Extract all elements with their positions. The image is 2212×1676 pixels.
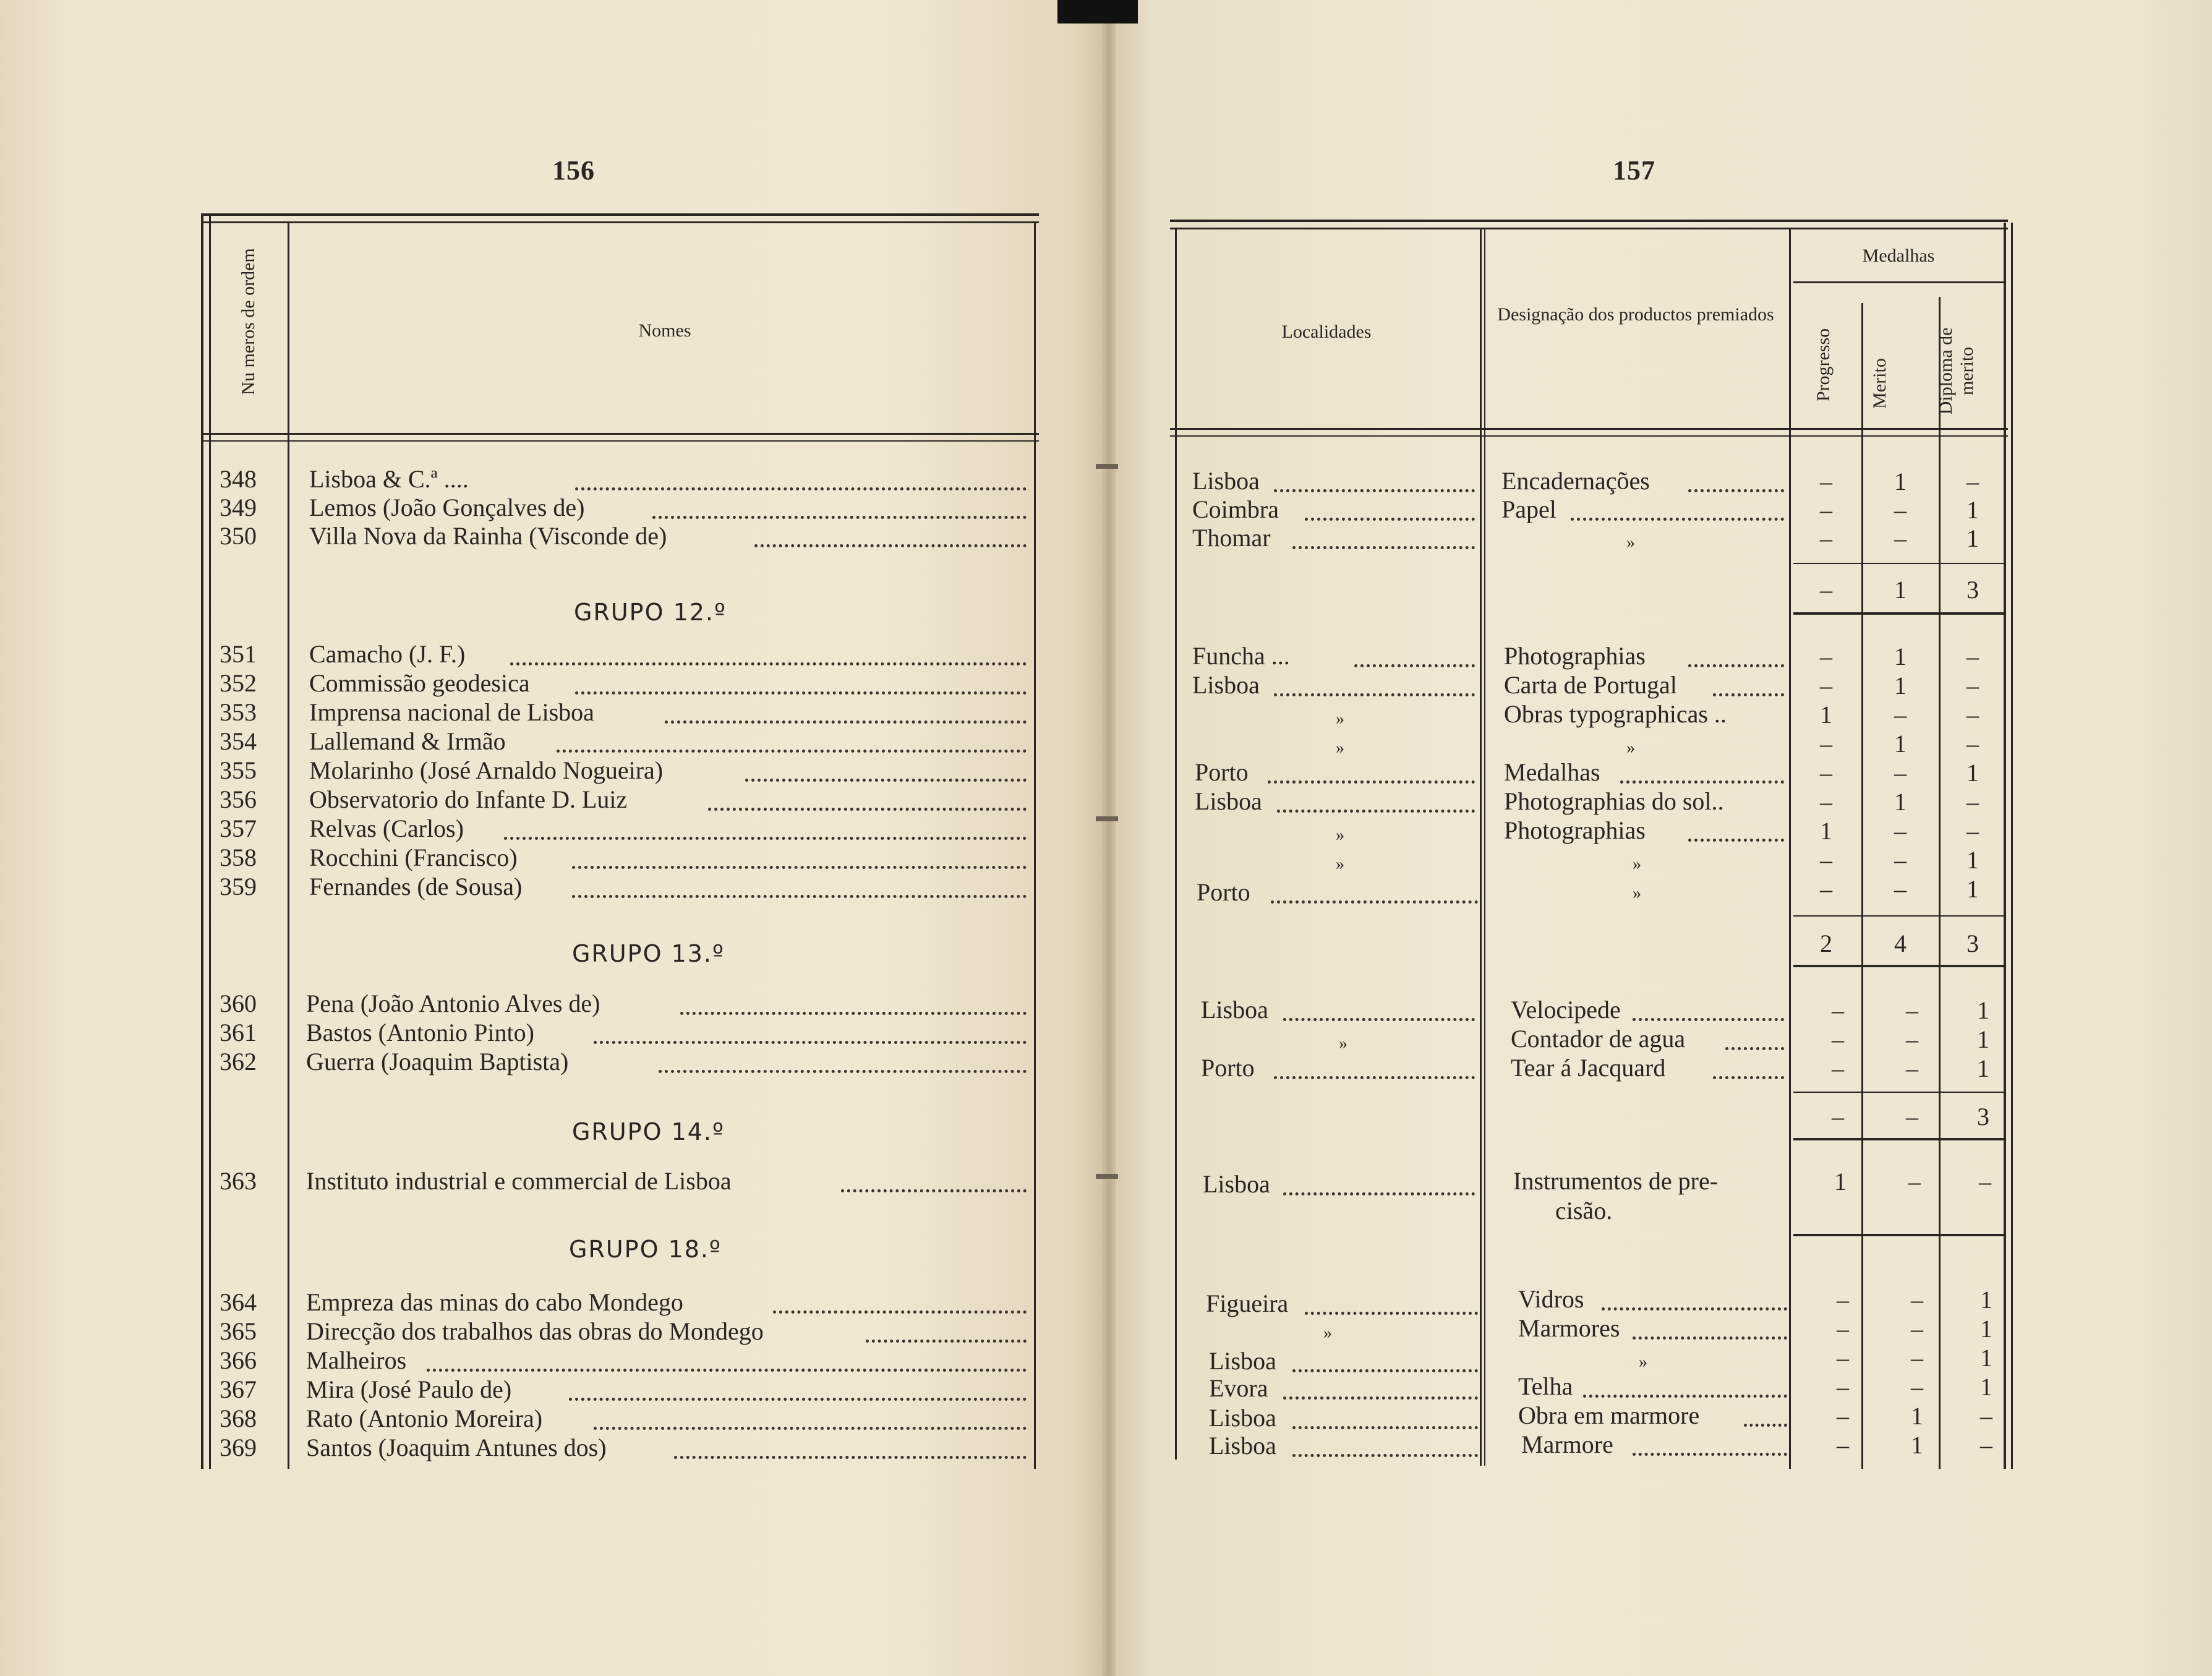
cell-merito: –: [1911, 1373, 1923, 1401]
row-number: 357: [220, 814, 257, 842]
cell-diploma: 1: [1966, 846, 1979, 874]
cell-diploma: 1: [1980, 1286, 1992, 1314]
row-name: Villa Nova da Rainha (Visconde de): [309, 522, 667, 550]
row-number: 368: [220, 1405, 257, 1432]
subtotal-progresso: –: [1832, 1103, 1844, 1131]
cell-merito: –: [1906, 1025, 1918, 1053]
background-gap: [1057, 0, 1138, 24]
cell-producto: Obra em marmore: [1518, 1401, 1700, 1429]
cell-diploma: 1: [1980, 1344, 1992, 1372]
cell-diploma: –: [1966, 701, 1979, 729]
row-number: 353: [220, 698, 257, 726]
column-header-diploma: Diploma de merito: [1936, 327, 1977, 415]
cell-localidade: Porto: [1195, 758, 1249, 786]
row-name: Relvas (Carlos): [309, 814, 464, 842]
subtotal-diploma: 3: [1966, 576, 1979, 604]
cell-diploma: 1: [1966, 524, 1979, 552]
cell-producto: »: [1639, 1353, 1647, 1372]
row-name: Lisboa & C.ª ....: [309, 465, 469, 493]
cell-producto: Papel: [1501, 495, 1557, 523]
cell-localidade: »: [1323, 1323, 1332, 1343]
cell-merito: –: [1894, 875, 1907, 903]
cell-localidade: Evora: [1209, 1374, 1268, 1402]
cell-diploma: –: [1966, 817, 1979, 845]
cell-progresso: –: [1832, 1054, 1844, 1082]
cell-localidade: »: [1339, 1034, 1347, 1053]
cell-progresso: –: [1837, 1344, 1849, 1372]
cell-producto: Contador de agua: [1511, 1025, 1686, 1053]
cell-producto: Vidros: [1518, 1285, 1584, 1313]
row-name: Direcção dos trabalhos das obras do Mondego: [306, 1317, 764, 1345]
column-header-numbers: Nu meros de ordem: [238, 248, 258, 395]
cell-localidade: Lisboa: [1192, 467, 1260, 495]
cell-progresso: 1: [1820, 701, 1832, 729]
cell-diploma: 1: [1977, 1025, 1989, 1053]
cell-localidade: Lisboa: [1209, 1347, 1276, 1375]
row-number: 361: [220, 1019, 257, 1046]
cell-merito: 1: [1894, 643, 1907, 670]
cell-producto-cont: cisão.: [1555, 1197, 1613, 1225]
cell-diploma: 1: [1966, 496, 1979, 524]
cell-merito: –: [1911, 1344, 1923, 1372]
cell-localidade: »: [1336, 826, 1344, 845]
cell-merito: –: [1894, 701, 1907, 729]
row-name: Lallemand & Irmão: [309, 727, 506, 755]
book-spine: [1102, 0, 1116, 1676]
column-header-merito: Merito: [1869, 358, 1890, 409]
page-number-left: 156: [552, 155, 595, 186]
cell-merito: –: [1911, 1286, 1923, 1314]
cell-producto: Tear á Jacquard: [1511, 1054, 1666, 1082]
row-number: 350: [220, 522, 257, 550]
cell-progresso: –: [1832, 996, 1844, 1024]
cell-localidade: »: [1336, 738, 1344, 758]
cell-progresso: –: [1820, 875, 1832, 903]
cell-merito: –: [1894, 496, 1907, 524]
row-number: 352: [220, 669, 257, 697]
cell-producto: Photographias: [1504, 642, 1646, 670]
row-name: Instituto industrial e commercial de Lisboa: [306, 1167, 732, 1195]
cell-merito: 1: [1894, 730, 1907, 758]
row-name: Rato (Antonio Moreira): [306, 1405, 543, 1432]
cell-diploma: 1: [1977, 1054, 1989, 1082]
cell-diploma: 1: [1977, 996, 1989, 1024]
cell-merito: –: [1908, 1168, 1921, 1195]
cell-progresso: –: [1820, 759, 1832, 787]
cell-diploma: –: [1980, 1431, 1992, 1459]
cell-producto: Carta de Portugal: [1504, 671, 1677, 699]
cell-producto: Medalhas: [1504, 758, 1600, 786]
cell-diploma: –: [1966, 788, 1979, 816]
cell-producto: Obras typographicas ..: [1504, 700, 1727, 728]
row-number: 367: [220, 1375, 257, 1403]
row-name: Guerra (Joaquim Baptista): [306, 1048, 569, 1075]
cell-localidade: Porto: [1201, 1054, 1255, 1082]
row-name: Mira (José Paulo de): [306, 1375, 512, 1403]
cell-localidade: Lisboa: [1201, 996, 1268, 1024]
row-number: 359: [220, 873, 257, 900]
row-name: Commissão geodesica: [309, 669, 530, 697]
cell-producto: »: [1626, 533, 1635, 552]
cell-progresso: –: [1820, 524, 1832, 552]
cell-progresso: –: [1820, 846, 1832, 874]
cell-progresso: –: [1837, 1402, 1849, 1430]
subtotal-progresso: –: [1820, 576, 1832, 604]
cell-merito: –: [1906, 1054, 1918, 1082]
row-number: 369: [220, 1434, 257, 1461]
subtotal-diploma: 3: [1977, 1103, 1989, 1131]
cell-localidade: Thomar: [1192, 524, 1271, 552]
row-number: 351: [220, 640, 257, 668]
cell-localidade: Coimbra: [1192, 495, 1279, 523]
row-number: 362: [220, 1048, 257, 1075]
cell-diploma: –: [1966, 468, 1979, 495]
subtotal-diploma: 3: [1966, 930, 1979, 957]
cell-producto: »: [1633, 855, 1641, 874]
row-name: Malheiros: [306, 1346, 407, 1374]
cell-producto: Photographias do sol..: [1504, 787, 1724, 815]
binding-thread: [1096, 464, 1118, 469]
cell-progresso: –: [1837, 1373, 1849, 1401]
cell-merito: 1: [1894, 468, 1907, 495]
cell-diploma: 1: [1966, 875, 1979, 903]
cell-producto: »: [1633, 884, 1641, 903]
subtotal-merito: –: [1906, 1103, 1918, 1131]
cell-localidade: Porto: [1197, 878, 1250, 906]
cell-diploma: –: [1966, 643, 1979, 670]
row-number: 366: [220, 1346, 257, 1374]
cell-merito: 1: [1894, 788, 1907, 816]
cell-localidade: »: [1336, 709, 1344, 729]
cell-localidade: Lisboa: [1203, 1170, 1270, 1198]
cell-producto: Velocipede: [1511, 996, 1621, 1024]
cell-producto: Telha: [1518, 1372, 1573, 1400]
cell-localidade: Funcha ...: [1192, 642, 1290, 670]
row-number: 356: [220, 785, 257, 813]
cell-producto: Instrumentos de pre-: [1513, 1167, 1719, 1195]
column-header-medalhas: Medalhas: [1862, 246, 1935, 266]
row-number: 354: [220, 727, 257, 755]
cell-diploma: –: [1966, 730, 1979, 758]
cell-merito: –: [1911, 1315, 1923, 1343]
row-number: 365: [220, 1317, 257, 1345]
cell-progresso: –: [1820, 643, 1832, 670]
cell-localidade: Lisboa: [1195, 787, 1262, 815]
binding-thread: [1096, 1174, 1118, 1179]
row-name: Lemos (João Gonçalves de): [309, 494, 585, 521]
row-number: 364: [220, 1288, 257, 1316]
row-number: 363: [220, 1167, 257, 1195]
row-name: Molarinho (José Arnaldo Nogueira): [309, 756, 664, 784]
row-name: Bastos (Antonio Pinto): [306, 1019, 534, 1046]
cell-progresso: –: [1820, 496, 1832, 524]
row-name: Rocchini (Francisco): [309, 844, 518, 871]
row-number: 349: [220, 494, 257, 521]
subtotal-merito: 1: [1894, 576, 1907, 604]
column-header-designacao: Designação dos productos premiados: [1497, 304, 1774, 325]
cell-diploma: –: [1966, 672, 1979, 699]
cell-progresso: –: [1837, 1286, 1849, 1314]
cell-diploma: 1: [1980, 1315, 1992, 1343]
cell-producto: Marmore: [1521, 1430, 1613, 1458]
row-number: 348: [220, 465, 257, 493]
cell-merito: –: [1894, 846, 1907, 874]
cell-progresso: –: [1820, 788, 1832, 816]
cell-merito: –: [1894, 524, 1907, 552]
cell-localidade: Figueira: [1206, 1289, 1289, 1317]
subtotal-progresso: 2: [1820, 930, 1832, 957]
cell-producto: Marmores: [1518, 1314, 1620, 1342]
row-name: Camacho (J. F.): [309, 640, 466, 668]
cell-diploma: –: [1979, 1168, 1991, 1195]
cell-producto: »: [1626, 738, 1635, 758]
cell-progresso: –: [1820, 468, 1832, 495]
cell-diploma: 1: [1966, 759, 1979, 787]
cell-merito: 1: [1911, 1431, 1923, 1459]
row-name: Observatorio do Infante D. Luiz: [309, 785, 628, 813]
cell-merito: –: [1894, 759, 1907, 787]
cell-progresso: –: [1820, 672, 1832, 699]
row-number: 355: [220, 756, 257, 784]
cell-producto: Photographias: [1504, 816, 1646, 844]
cell-localidade: Lisboa: [1192, 671, 1260, 699]
cell-localidade: Lisboa: [1209, 1432, 1276, 1460]
cell-progresso: –: [1820, 730, 1832, 758]
row-name: Santos (Joaquim Antunes dos): [306, 1434, 607, 1461]
cell-merito: 1: [1911, 1402, 1923, 1430]
row-name: Empreza das minas do cabo Mondego: [306, 1288, 683, 1316]
cell-merito: –: [1894, 817, 1907, 845]
cell-producto: Encadernações: [1501, 467, 1650, 495]
cell-localidade: Lisboa: [1209, 1404, 1276, 1432]
cell-merito: –: [1906, 996, 1918, 1024]
cell-progresso: –: [1837, 1431, 1849, 1459]
row-name: Pena (João Antonio Alves de): [306, 990, 600, 1017]
cell-diploma: –: [1980, 1402, 1992, 1430]
page-number-right: 157: [1613, 155, 1655, 186]
cell-progresso: 1: [1820, 817, 1832, 845]
group-heading: GRUPO 18.º: [569, 1236, 722, 1263]
cell-localidade: »: [1336, 855, 1344, 874]
row-name: Fernandes (de Sousa): [309, 873, 523, 900]
group-heading: GRUPO 13.º: [572, 940, 725, 967]
subtotal-merito: 4: [1894, 930, 1907, 957]
group-heading: GRUPO 12.º: [574, 599, 727, 626]
cell-progresso: 1: [1834, 1168, 1847, 1195]
column-header-names: Nomes: [638, 320, 691, 341]
row-name: Imprensa nacional de Lisboa: [309, 698, 594, 726]
cell-progresso: –: [1837, 1315, 1849, 1343]
cell-merito: 1: [1894, 672, 1907, 699]
column-header-localidades: Localidades: [1281, 322, 1372, 342]
group-heading: GRUPO 14.º: [572, 1118, 725, 1145]
cell-progresso: –: [1832, 1025, 1844, 1053]
cell-diploma: 1: [1980, 1373, 1992, 1401]
row-number: 358: [220, 844, 257, 871]
row-number: 360: [220, 990, 257, 1017]
binding-thread: [1096, 816, 1118, 821]
column-header-progresso: Progresso: [1813, 328, 1834, 402]
